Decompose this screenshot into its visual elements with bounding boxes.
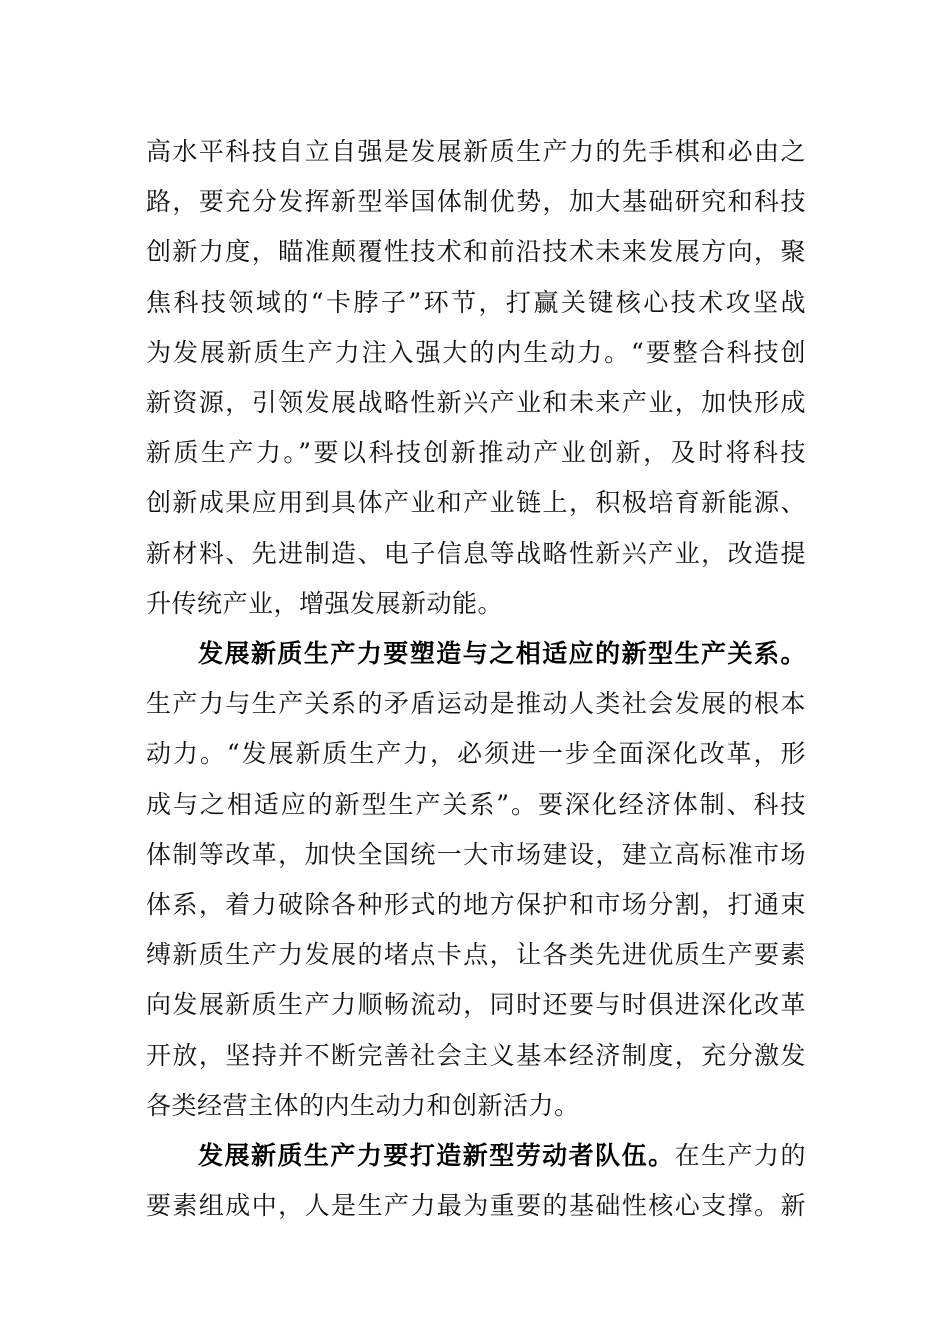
heading-tail-text: 在生产力的 (674, 1141, 806, 1170)
text-line: 升传统产业，增强发展新动能。 (146, 588, 504, 618)
text-line: 高水平科技自立自强是发展新质生产力的先手棋和必由之 (146, 137, 806, 166)
paragraph-production-relations (146, 629, 806, 1131)
text-line: 创新成果应用到具体产业和产业链上，积极培育新能源、 (146, 488, 806, 518)
text-line: 路，要充分发挥新型举国体制优势，加大基础研究和科技 (146, 187, 806, 217)
text-line: 新材料、先进制造、电子信息等战略性新兴产业，改造提 (146, 538, 806, 568)
text-line: 体制等改革，加快全国统一大市场建设，建立高标准市场 (146, 839, 806, 869)
text-line: 创新力度，瞄准颠覆性技术和前沿技术未来发展方向，聚 (146, 237, 806, 267)
text-line: 生产力与生产关系的矛盾运动是推动人类社会发展的根本 (146, 689, 806, 719)
text-line: 新资源，引领发展战略性新兴产业和未来产业，加快形成 (146, 387, 806, 417)
text-line: 体系，着力破除各种形式的地方保护和市场分割，打通束 (146, 889, 806, 919)
text-line: 向发展新质生产力顺畅流动，同时还要与时俱进深化改革 (146, 990, 806, 1020)
text-line: 焦科技领域的“卡脖子”环节，打赢关键核心技术攻坚战 (146, 287, 806, 317)
text-line: 成与之相适应的新型生产关系”。要深化经济体制、科技 (146, 789, 806, 819)
text-line: 缚新质生产力发展的堵点卡点，让各类先进优质生产要素 (146, 940, 806, 970)
paragraph-workforce (146, 1131, 806, 1231)
text-line: 动力。“发展新质生产力，必须进一步全面深化改革，形 (146, 739, 806, 769)
text-line: 各类经营主体的内生动力和创新活力。 (146, 1090, 580, 1120)
paragraph-heading-line (146, 1131, 806, 1181)
paragraph-heading: 发展新质生产力要打造新型劳动者队伍。 (198, 1141, 675, 1170)
text-line: 要素组成中，人是生产力最为重要的基础性核心支撑。新 (146, 1191, 806, 1221)
paragraph-tech-innovation (146, 127, 806, 629)
paragraph-heading: 发展新质生产力要塑造与之相适应的新型生产关系。 (198, 639, 806, 668)
text-line: 开放，坚持并不断完善社会主义基本经济制度，充分激发 (146, 1040, 806, 1070)
text-line: 为发展新质生产力注入强大的内生动力。“要整合科技创 (146, 337, 806, 367)
text-line: 新质生产力。”要以科技创新推动产业创新，及时将科技 (146, 438, 806, 468)
